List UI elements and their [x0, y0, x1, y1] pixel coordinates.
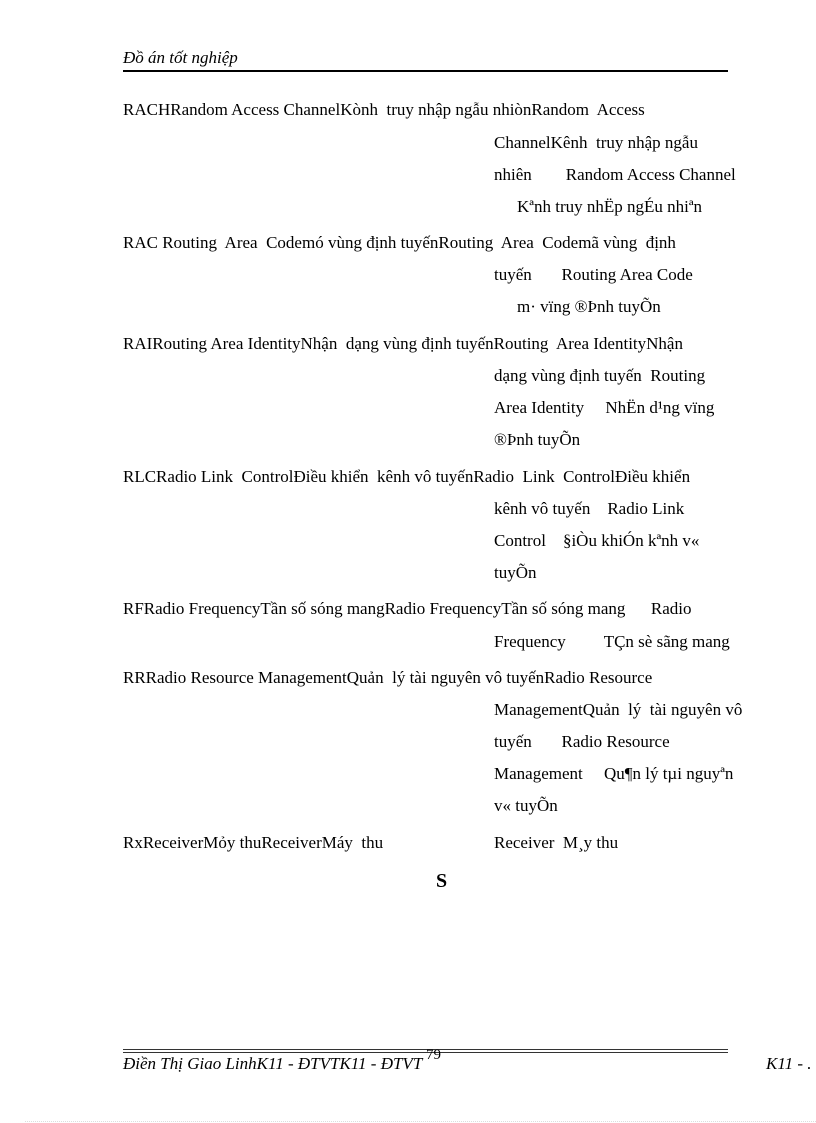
entry-line: Area Identity NhËn d¹ng vïng [494, 398, 715, 417]
entry-line: RFRadio FrequencyTần số sóng mangRadio FrequencyTần số sóng mang Radio [123, 599, 692, 618]
entry-line: Management Qu¶n lý tµi nguyªn [494, 764, 734, 783]
page-number: 79 [426, 1047, 441, 1063]
footer-right: K11 - . [766, 1054, 812, 1073]
entry-line: RAC Routing Area Codemó vùng định tuyếnRouting Area Codemã vùng định [123, 233, 676, 252]
entry-line: nhiên Random Access Channel [494, 165, 736, 184]
entry-line: RACHRandom Access ChannelKònh truy nhập ngẫu nhiònRandom Access [123, 100, 645, 119]
entry-line: m· vïng ®Þnh tuyÕn [517, 297, 661, 316]
entry-line: Kªnh truy nhËp ngÉu nhiªn [517, 197, 703, 216]
entry-line: RRRadio Resource ManagementQuản lý tài nguyên vô tuyếnRadio Resource [123, 668, 653, 687]
entry-line: Receiver M¸y thu [494, 833, 619, 852]
page-edge [25, 1121, 816, 1122]
entry-line: Control §iÒu khiÓn kªnh v« [494, 531, 700, 550]
entry-line: ®Þnh tuyÕn [494, 430, 581, 449]
entry-line: Frequency TÇn sè sãng mang [494, 632, 730, 651]
entry-line: v« tuyÕn [494, 796, 558, 815]
section-letter: S [436, 870, 448, 892]
entry-line: RAIRouting Area IdentityNhận dạng vùng định tuyếnRouting Area IdentityNhận [123, 334, 683, 353]
entry-line: tuyến Radio Resource [494, 732, 670, 751]
entry-line: tuyÕn [494, 563, 537, 582]
entry-line: dạng vùng định tuyến Routing [494, 366, 706, 385]
entry-line: kênh vô tuyến Radio Link [494, 499, 685, 518]
entry-line: ChannelKênh truy nhập ngẫu [494, 133, 698, 152]
entry-line: RLCRadio Link ControlĐiều khiển kênh vô tuyếnRadio Link ControlĐiều khiển [123, 467, 691, 486]
entry-line: RxReceiverMỏy thuReceiverMáy thu [123, 833, 384, 852]
entry-line: tuyến Routing Area Code [494, 265, 693, 284]
header-rule [123, 70, 728, 72]
header-title: Đồ án tốt nghiệp [123, 48, 238, 67]
entry-line: ManagementQuản lý tài nguyên vô [494, 700, 743, 719]
footer-author: Điền Thị Giao LinhK11 - ĐTVTK11 - ĐTVT [123, 1054, 423, 1073]
